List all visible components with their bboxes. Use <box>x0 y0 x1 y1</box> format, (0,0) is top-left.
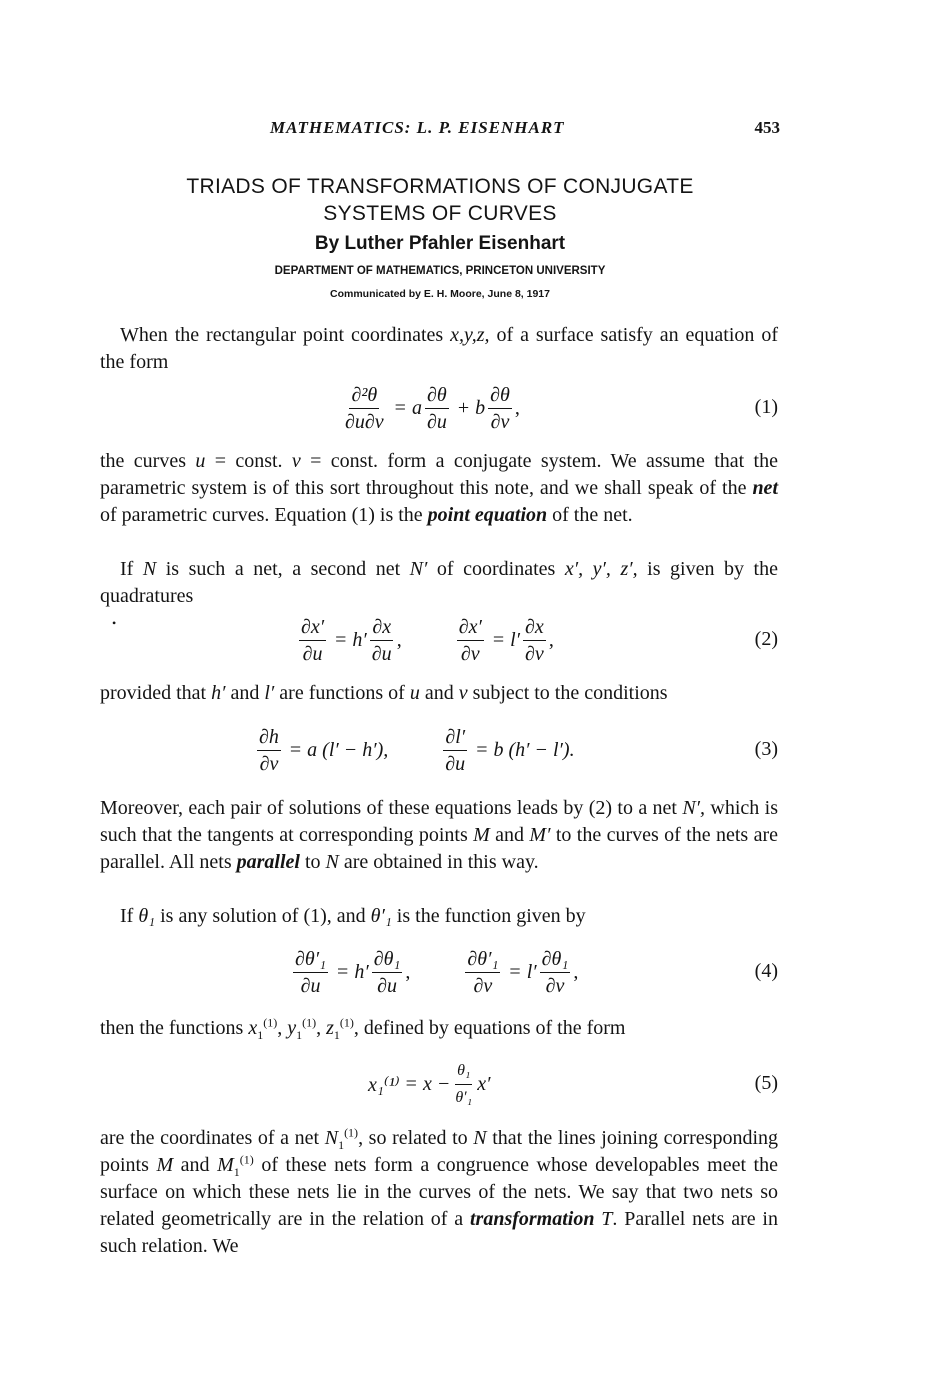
text-run-italic: N <box>325 851 339 873</box>
text-run: to the curves of the nets are parallel. All nets <box>100 824 778 873</box>
paragraph-6 <box>100 903 778 930</box>
equation-2 <box>100 612 778 668</box>
equals-sign: = <box>476 738 488 761</box>
denominator: ∂u <box>300 974 321 997</box>
text-run-italic: N′ <box>409 558 428 580</box>
denominator: ∂v <box>460 642 480 665</box>
denominator: ∂v <box>525 642 544 665</box>
text-run-italic: M <box>217 1154 234 1176</box>
text-run-italic: v <box>291 450 301 472</box>
text-run-italic: θ′₁ <box>370 905 392 927</box>
denominator: ∂u <box>377 974 397 997</box>
text-run: = const. form a conjugate system. We assume that the parametric system is of this sort throughout this note, and we shall speak of the <box>100 450 778 499</box>
numerator: ∂x <box>523 616 546 641</box>
paragraph-7: then the functions $x_1^{(1)}$, $y_1^{(1)}$, $z_1^{(1)}$, defined by equations of the form <box>100 1015 626 1042</box>
subscript: 1 <box>333 1028 340 1042</box>
equation-4 <box>100 944 778 1000</box>
text-run: to <box>299 851 326 873</box>
expression: x′ <box>477 1072 491 1095</box>
text-run-italic: M <box>156 1154 174 1176</box>
fraction <box>293 948 328 997</box>
denominator: ∂v <box>490 410 510 433</box>
denominator: ∂u∂v <box>345 410 384 433</box>
title-line-2: SYSTEMS OF CURVES <box>323 202 557 225</box>
denominator: ∂u <box>445 752 466 775</box>
text-run: and <box>489 824 530 846</box>
text-run-italic: θ₁ <box>138 905 156 927</box>
text-run-italic: x′, y′, z′, <box>564 558 638 580</box>
emphasis: transformation <box>469 1208 595 1230</box>
text-run-italic: N′, <box>682 797 706 819</box>
punctuation: , <box>396 628 402 651</box>
text-run-italic: x,y,z, <box>450 324 490 346</box>
fraction <box>443 726 467 775</box>
text-run: Moreover, each pair of solutions of these equations leads by (2) to a net <box>100 797 683 819</box>
text-run: = const. <box>205 450 292 472</box>
text-run: is such a net, a second net <box>156 558 410 580</box>
equation-number: (5) <box>754 1072 778 1094</box>
text-run: If <box>120 558 143 580</box>
numerator: ∂h <box>257 726 281 751</box>
text-run: that the lines joining corresponding points <box>100 1127 778 1176</box>
superscript: (1) <box>239 1152 254 1167</box>
subscript: 1 <box>296 1028 303 1042</box>
fraction <box>299 616 326 665</box>
paragraph-1 <box>100 322 778 376</box>
fraction <box>465 948 500 997</box>
text-run: are obtained in this way. <box>338 851 539 873</box>
equation-number: (3) <box>754 738 778 760</box>
text-run-italic: z <box>326 1017 334 1039</box>
text-run-italic: N <box>324 1127 339 1149</box>
superscript: (1) <box>302 1015 317 1030</box>
text-run: , so related to <box>358 1127 474 1149</box>
paragraph-3 <box>100 556 778 610</box>
text-run-italic: l′ <box>264 682 275 704</box>
fraction <box>523 616 546 665</box>
text-run: then the functions <box>100 1017 249 1039</box>
coefficient: l′ <box>510 628 521 651</box>
equation-5 <box>100 1056 778 1112</box>
coefficient: h′ <box>354 960 369 983</box>
equation-5-body <box>368 1056 491 1112</box>
superscript: (1) <box>344 1125 359 1140</box>
fraction <box>540 948 571 997</box>
numerator: ∂l′ <box>443 726 467 751</box>
punctuation: , <box>573 960 579 983</box>
equals-sign: = <box>394 396 406 419</box>
denominator: ∂v <box>473 974 493 997</box>
paragraph-8 <box>100 1125 778 1260</box>
fraction <box>370 616 394 665</box>
text-run-italic: T <box>594 1208 613 1230</box>
text-run-italic: u <box>409 682 420 704</box>
punctuation: , <box>548 628 554 651</box>
title-line-1: TRIADS OF TRANSFORMATIONS OF CONJUGATE <box>186 175 694 198</box>
equation-3-body <box>254 722 575 778</box>
numerator: ∂x′ <box>299 616 326 641</box>
text-run: and <box>173 1154 218 1176</box>
denominator: θ′₁ <box>455 1088 473 1106</box>
text-run: is given by the quadratures <box>100 558 778 607</box>
text-run: of these nets form a congruence whose developables meet the surface on which these nets lie in the curves of the nets. We say that two nets so related geometrically are in the relation of a <box>100 1154 778 1230</box>
numerator: θ₁ <box>455 1060 472 1085</box>
fraction <box>425 384 449 433</box>
coefficient: l′ <box>526 960 537 983</box>
coefficient: b <box>475 396 486 419</box>
denominator: ∂u <box>426 410 447 433</box>
department-line: DEPARTMENT OF MATHEMATICS, PRINCETON UNIVERSITY <box>274 265 606 277</box>
equals-sign: = <box>509 960 521 983</box>
text-run-italic: u <box>195 450 206 472</box>
text-run: of parametric curves. Equation (1) is the <box>100 504 428 526</box>
text-run: of a surface satisfy an equation of the form <box>100 324 778 373</box>
text-run: . Parallel nets are in such relation. We <box>100 1208 778 1257</box>
paragraph-4 <box>100 680 778 707</box>
coefficient: a <box>411 396 422 419</box>
text-run-italic: N <box>142 558 157 580</box>
equation-4-body <box>290 944 578 1000</box>
text-run: are the coordinates of a net <box>100 1127 325 1149</box>
text-run: When the rectangular point coordinates <box>120 324 451 346</box>
equals-sign: = <box>492 628 505 651</box>
expression: x − <box>422 1072 451 1095</box>
text-run: and <box>419 682 459 704</box>
text-run: is the function given by <box>391 905 586 927</box>
text-run: provided that <box>100 682 212 704</box>
punctuation: , <box>405 960 411 983</box>
equation-3 <box>100 722 778 778</box>
expression: b (h′ − l′). <box>493 738 575 761</box>
paragraph-5 <box>100 795 778 876</box>
numerator: ∂θ′₁ <box>465 948 500 973</box>
equals-sign: = <box>405 1072 417 1095</box>
text-run: of coordinates <box>427 558 565 580</box>
fraction <box>457 616 484 665</box>
author-line: By Luther Pfahler Eisenhart <box>314 233 566 254</box>
subscript: 1 <box>257 1028 264 1042</box>
numerator: ∂θ₁ <box>540 948 571 973</box>
equation-1-body <box>340 380 520 436</box>
text-run-italic: v <box>458 682 468 704</box>
superscript: (1) <box>339 1015 354 1030</box>
emphasis: net <box>752 477 778 499</box>
text-run: which is such that the tangents at corresponding points <box>100 797 778 846</box>
numerator: ∂θ₁ <box>372 948 403 973</box>
numerator: ∂θ <box>425 384 449 409</box>
fraction <box>372 948 403 997</box>
subscript: 1 <box>233 1165 240 1179</box>
text-run: subject to the conditions <box>467 682 668 704</box>
emphasis: point equation <box>427 504 548 526</box>
numerator: ∂²θ <box>349 384 379 409</box>
numerator: ∂θ′₁ <box>293 948 328 973</box>
text-run: , defined by equations of the form <box>353 1017 626 1039</box>
fraction <box>488 384 512 433</box>
denominator: ∂v <box>259 752 279 775</box>
text-run-italic: h′ <box>211 682 226 704</box>
equation-number: (1) <box>754 396 778 418</box>
text-run: and <box>225 682 265 704</box>
numerator: ∂θ <box>488 384 512 409</box>
expression: x₁⁽¹⁾ <box>368 1073 400 1096</box>
denominator: ∂u <box>302 642 323 665</box>
fraction <box>453 1060 474 1109</box>
equals-sign: = <box>337 960 349 983</box>
equation-number: (4) <box>754 960 778 982</box>
punctuation: , <box>514 396 520 419</box>
text-run-italic: N <box>473 1127 487 1149</box>
text-run: are functions of <box>274 682 410 704</box>
fraction <box>343 384 386 433</box>
numerator: ∂x <box>370 616 393 641</box>
text-run: the curves <box>100 450 196 472</box>
denominator: ∂u <box>371 642 392 665</box>
text-run-italic: M <box>473 824 490 846</box>
article-title <box>100 173 780 227</box>
denominator: ∂v <box>545 974 565 997</box>
fraction <box>257 726 281 775</box>
equation-2-body <box>296 612 554 668</box>
communicated-line: Communicated by E. H. Moore, June 8, 1917 <box>330 288 550 300</box>
text-run-italic: y <box>287 1017 297 1039</box>
plus-sign: + <box>457 396 470 419</box>
text-run-italic: M′ <box>529 824 551 846</box>
text-run: If <box>120 905 139 927</box>
paragraph-2 <box>100 448 778 529</box>
text-run-italic: x <box>248 1017 258 1039</box>
coefficient: h′ <box>352 628 367 651</box>
page-number: 453 <box>754 118 780 137</box>
numerator: ∂x′ <box>457 616 484 641</box>
expression: a (l′ − h′), <box>307 738 389 761</box>
equation-1 <box>100 380 778 436</box>
superscript: (1) <box>263 1015 278 1030</box>
emphasis: parallel <box>236 851 300 873</box>
text-run: is any solution of (1), and <box>155 905 371 927</box>
subscript: 1 <box>338 1138 345 1152</box>
stray-mark: • <box>112 616 117 630</box>
running-head <box>100 118 780 140</box>
text-run: of the net. <box>547 504 633 526</box>
equals-sign: = <box>335 628 347 651</box>
equals-sign: = <box>289 738 302 761</box>
running-title: MATHEMATICS: L. P. EISENHART <box>270 118 565 137</box>
equation-number: (2) <box>754 628 778 650</box>
